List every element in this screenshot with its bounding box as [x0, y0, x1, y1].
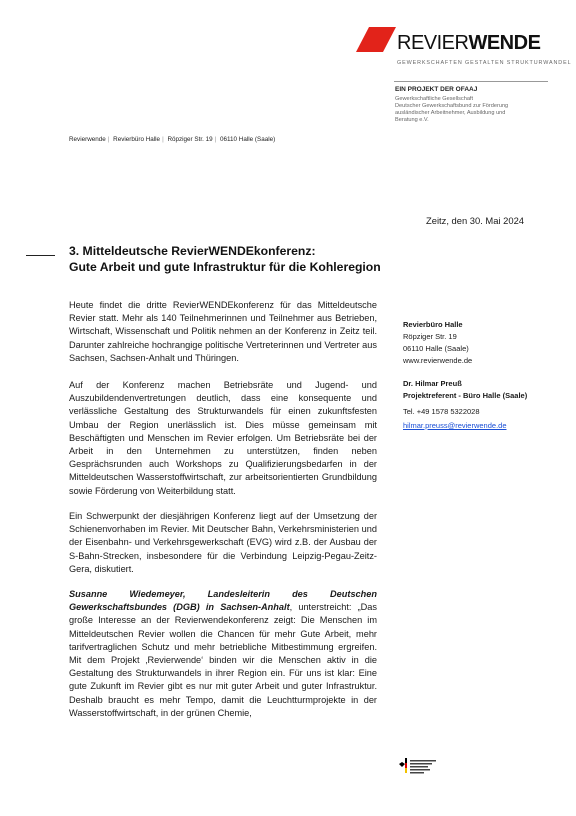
sender-office: Revierbüro Halle — [113, 136, 161, 143]
sender-city: 06110 Halle (Saale) — [220, 136, 276, 143]
sender-street: Röpziger Str. 19 — [167, 136, 213, 143]
project-line: Beratung e.V. — [395, 117, 429, 123]
project-line: ausländischer Arbeitnehmer, Ausbildung und — [395, 110, 506, 116]
revierwende-logo-mark — [356, 27, 396, 52]
contact-name: Dr. Hilmar Preuß — [403, 379, 462, 388]
dateline: Zeitz, den 30. Mai 2024 — [426, 215, 524, 226]
press-title-line-2: Gute Arbeit und gute Infrastruktur für die Kohleregion — [69, 260, 381, 274]
office-website-link[interactable]: www.revierwende.de — [403, 356, 473, 365]
office-city: 06110 Halle (Saale) — [403, 344, 469, 353]
sender-address-line: Revierwende | Revierbüro Halle | Röpziger Str. 19 | 06110 Halle (Saale) — [69, 136, 276, 143]
body-paragraph-4 — [69, 588, 377, 720]
body-paragraph-3: Ein Schwerpunkt der diesjährigen Konferenz liegt auf der Umsetzung der Schienenvorhaben im Revier. Mit Deutscher Bahn, Verkehrsministerien und der Eisenbahn- und Verkehrsgewerkschaft (EVG) wird z.B. der Ausbau der S-Bahn-Strecken, insbesondere für die Verbindung Leipzig-Pegau-Zeitz-Gera, diskutiert. — [69, 511, 377, 574]
body-paragraph-1: Heute findet die dritte RevierWENDEkonferenz für das Mitteldeutsche Revier statt. Mehr als 140 Teilnehmerinnen und Teilnehmer aus Betrieben, Wirtschaft, Wissenschaft und Politik nehmen an der Konferenz in Zeitz teil. Darunter zahlreiche hochrangige politische Vertreterinnen und Vertreter aus Sachsen, Sachsen-Anhalt und Thüringen. — [69, 300, 377, 363]
sender-org: Revierwende — [69, 136, 106, 143]
body-paragraph-2: Auf der Konferenz machen Betriebsräte und Jugend- und Auszubildendenvertretungen deutlich, dass eine konsequente und verlässliche Gestaltung des Strukturwandels für einen zukunftsfesten Umbau der Region unerlässlich ist. Dies müsse gemeinsam mit Beschäftigten und Menschen im Revier erfolgen. Um Betriebsräte bei der Arbeit in den Unternehmen zu unterstützen, finden neben Gesprächsrunden auch Workshops zu Qualifizierungsbedarfen in der Mitteldeutschen Wasserstoffwirtschaft, zur arbeitsorientierten Grundbildung sowie Förderung von Weiterbildung statt. — [69, 380, 377, 496]
revierwende-logo-text: REVIERWENDE — [397, 32, 541, 54]
office-name: Revierbüro Halle — [403, 320, 463, 329]
header-divider — [394, 81, 548, 82]
project-line: Gewerkschaftliche Gesellschaft — [395, 96, 474, 102]
press-title-line-1: 3. Mitteldeutsche RevierWENDEkonferenz: — [69, 244, 316, 258]
title-marker-rule — [26, 255, 55, 256]
bmas-funder-logo — [396, 744, 446, 794]
office-street: Röpziger Str. 19 — [403, 332, 457, 341]
speaker-name: Susanne Wiedemeyer, Landesleiterin des Deutschen Gewerkschaftsbundes (DGB) in Sachsen-Anhalt — [69, 589, 377, 613]
contact-role: Projektreferent - Büro Halle (Saale) — [403, 391, 528, 400]
contact-phone: Tel. +49 1578 5322028 — [403, 407, 480, 416]
project-line: Deutscher Gewerkschaftsbund zur Förderung — [395, 103, 509, 109]
project-heading: EIN PROJEKT DER OFAAJ — [395, 86, 478, 93]
quote-text: , unterstreicht: „Das große Interesse an der Revierwendekonferenz zeigt: Die Menschen im Mitteldeutschen Revier wollen die Chancen für mehr Gute Arbeit, mehr tarifvertraglichen Schutz und mehr betriebliche Mitbestimmung ergreifen. Mit dem Projekt ‚Revierwende‘ binden wir die Menschen aktiv in die Gestaltung des Strukturwandels in ihrer Region ein. Für uns ist klar: Eine gute Zukunft im Revier gibt es nur mit guter Arbeit und guter Infrastruktur. Deshalb braucht es mehr Tempo, damit die Leuchtturmprojekte in der Wasserstoffwirtschaft, in der grünen Chemie, — [69, 602, 377, 718]
logo-subtitle: GEWERKSCHAFTEN GESTALTEN STRUKTURWANDEL — [397, 60, 572, 66]
contact-email-link[interactable]: hilmar.preuss@revierwende.de — [403, 421, 507, 430]
